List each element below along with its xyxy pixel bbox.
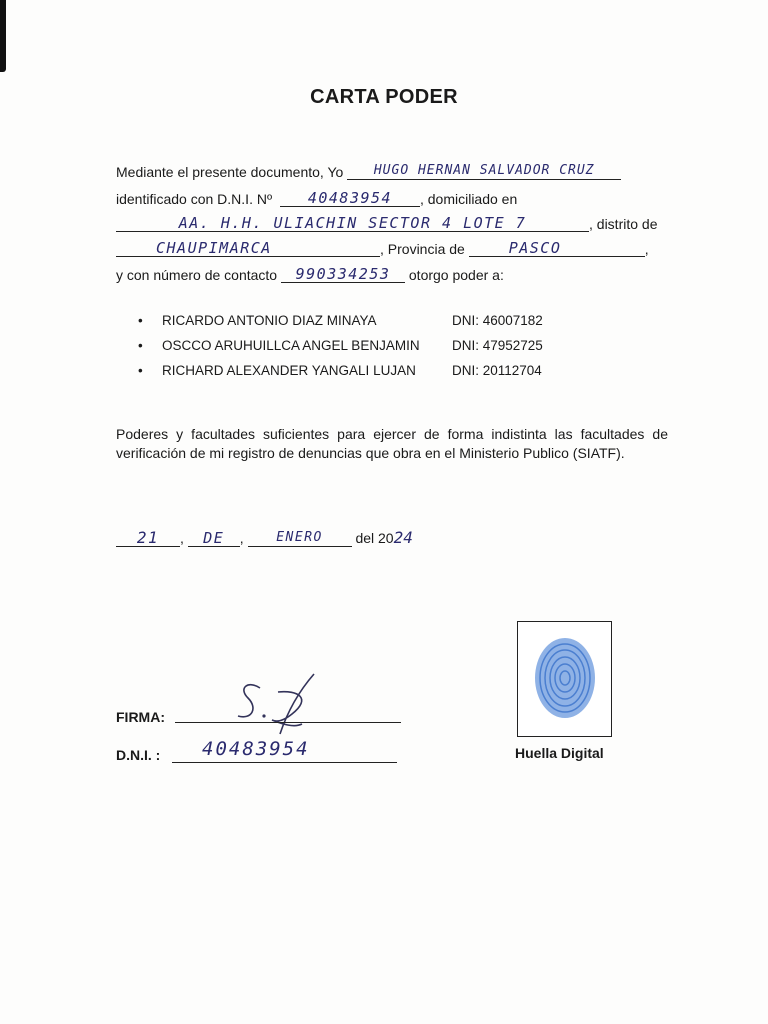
date-year-suffix: 24 bbox=[393, 528, 413, 547]
dni-label: identificado con D.N.I. Nº bbox=[116, 191, 273, 207]
fingerprint-label: Huella Digital bbox=[515, 745, 604, 761]
powers-paragraph: Poderes y facultades suficientes para ejercer de forma indistinta las facultades de verificación de mi registro de denuncias que obra en el Ministerio Publico (SIATF). bbox=[116, 426, 668, 461]
grantor-line bbox=[116, 163, 621, 180]
attorney-dni: DNI: 20112704 bbox=[452, 363, 542, 378]
grantor-name-field: HUGO HERNAN SALVADOR CRUZ bbox=[347, 163, 621, 180]
intro-text: Mediante el presente documento, bbox=[116, 164, 324, 180]
firma-underline bbox=[175, 722, 401, 723]
attorney-name: OSCCO ARUHUILLCA ANGEL BENJAMIN bbox=[162, 338, 420, 353]
district-line bbox=[116, 240, 649, 257]
signature-dni-label: D.N.I. : bbox=[116, 747, 161, 763]
grant-label: otorgo poder a: bbox=[408, 267, 504, 283]
domicile-label: , domiciliado en bbox=[419, 191, 518, 207]
yo-label: Yo bbox=[327, 164, 344, 180]
signature-dni-underline bbox=[172, 762, 397, 763]
attorney-name: RICHARD ALEXANDER YANGALI LUJAN bbox=[162, 363, 416, 378]
signature-dni-value: 40483954 bbox=[202, 738, 310, 760]
signature-mark bbox=[222, 668, 334, 740]
address-field: AA. H.H. ULIACHIN SECTOR 4 LOTE 7 bbox=[116, 215, 589, 232]
district-field: CHAUPIMARCA bbox=[116, 240, 380, 257]
contact-number-field: 990334253 bbox=[281, 266, 405, 283]
date-month: ENERO bbox=[248, 530, 352, 547]
province-comma: , bbox=[644, 241, 649, 257]
contact-line bbox=[116, 266, 504, 283]
district-label: , distrito de bbox=[589, 216, 658, 232]
contact-label: y con número de contacto bbox=[116, 267, 278, 283]
date-line: 21 , DE , ENERO del 2024 bbox=[116, 528, 413, 547]
attorney-dni: DNI: 46007182 bbox=[452, 313, 543, 328]
date-de: DE bbox=[188, 530, 240, 547]
firma-label: FIRMA: bbox=[116, 709, 165, 725]
page-edge-mark bbox=[0, 0, 6, 72]
address-line bbox=[116, 215, 657, 232]
province-label: , Provincia de bbox=[380, 241, 465, 257]
province-field: PASCO bbox=[469, 240, 645, 257]
fingerprint-box bbox=[517, 621, 612, 737]
grantor-dni-field: 40483954 bbox=[280, 190, 420, 207]
date-year-prefix: del 20 bbox=[355, 530, 394, 546]
fingerprint-icon bbox=[518, 622, 611, 736]
date-day: 21 bbox=[116, 530, 180, 547]
attorney-name: RICARDO ANTONIO DIAZ MINAYA bbox=[162, 313, 377, 328]
dni-line bbox=[116, 190, 517, 207]
attorney-dni: DNI: 47952725 bbox=[452, 338, 543, 353]
document-title: CARTA PODER bbox=[310, 86, 458, 108]
